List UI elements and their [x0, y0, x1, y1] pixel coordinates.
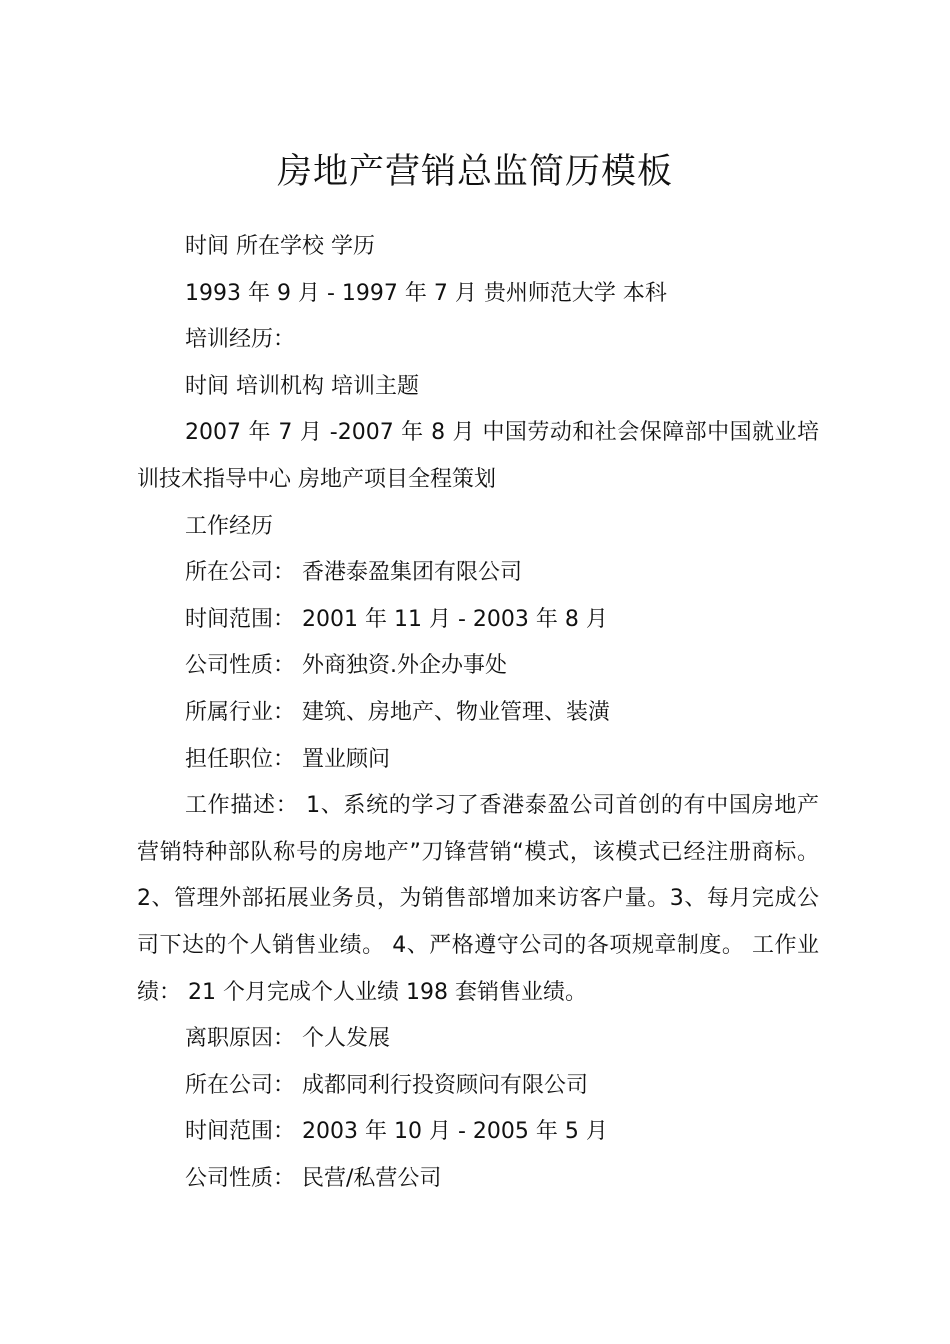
company-1-description: 工作描述： 1、系统的学习了香港泰盈公司首创的有中国房地产营销特种部队称号的房地产”刀锋营销“模式，该模式已经注册商标。 2、管理外部拓展业务员，为销售部增加来访客户量。3、每月完成公司下达的个人销售业绩。 4、严格遵守公司的各项规章制度。 工作业绩： 21 个月完成个人业绩 198 套销售业绩。 — [137, 793, 819, 1005]
education-entry: 1993 年 9 月 - 1997 年 7 月 贵州师范大学 本科 — [185, 280, 667, 306]
company-1-period: 时间范围： 2001 年 11 月 - 2003 年 8 月 — [185, 606, 608, 632]
company-1-position: 担任职位： 置业顾问 — [185, 746, 390, 772]
work-heading: 工作经历 — [185, 513, 274, 539]
company-1-leave-reason: 离职原因： 个人发展 — [185, 1026, 390, 1052]
document-title: 房地产营销总监简历模板 — [276, 152, 673, 192]
company-2-type: 公司性质： 民营/私营公司 — [185, 1165, 442, 1191]
company-1-type: 公司性质： 外商独资.外企办事处 — [185, 653, 507, 679]
education-header: 时间 所在学校 学历 — [185, 234, 375, 259]
document-body — [137, 224, 819, 1202]
training-heading: 培训经历： — [185, 327, 296, 353]
training-header: 时间 培训机构 培训主题 — [185, 373, 419, 399]
company-2-period: 时间范围： 2003 年 10 月 - 2005 年 5 月 — [185, 1119, 608, 1145]
training-entry: 2007 年 7 月 -2007 年 8 月 中国劳动和社会保障部中国就业培训技术指导中心 房地产项目全程策划 — [137, 420, 819, 492]
company-1-name: 所在公司： 香港泰盈集团有限公司 — [185, 560, 522, 586]
company-2-name: 所在公司： 成都同利行投资顾问有限公司 — [185, 1072, 588, 1098]
company-1-industry: 所属行业： 建筑、房地产、物业管理、装潢 — [185, 699, 610, 725]
